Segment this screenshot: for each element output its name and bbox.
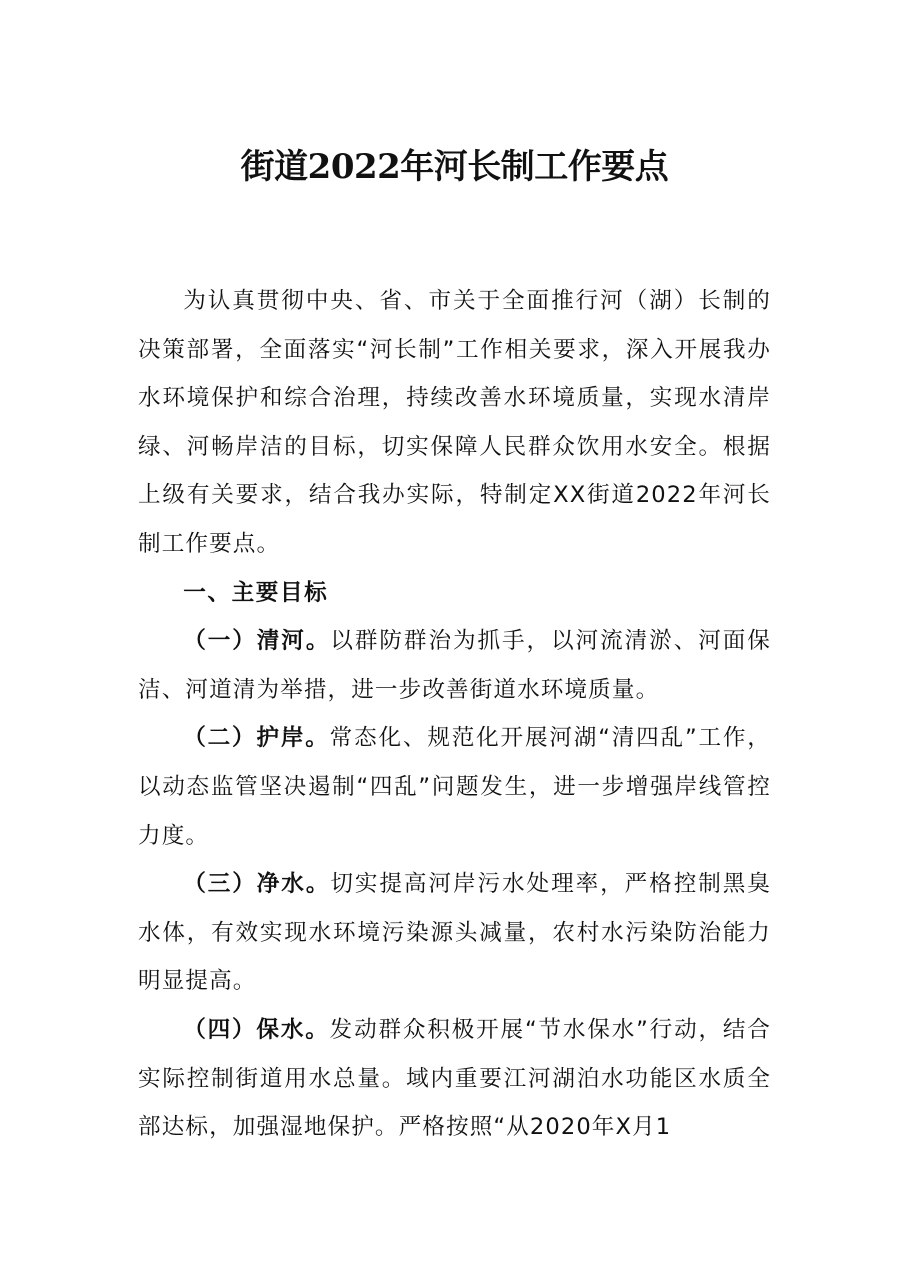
goal-text: 发动群众积极开展“节水保水”行动，结合实际控制街道用水总量。域内重要江河湖泊水功能区水质全部达标，加强湿地保护。严格按照“从2020年X月1 <box>138 1016 772 1141</box>
goal-item-purify-water <box>138 860 771 1006</box>
goal-text: 常态化、规范化开展河湖“清四乱”工作，以动态监管坚决遏制“四乱”问题发生，进一步增强岸线管控力度。 <box>138 725 772 849</box>
goal-text: 以群防群治为抓手，以河流清淤、河面保洁、河道清为举措，进一步改善街道水环境质量。 <box>138 628 771 703</box>
goal-item-clean-river <box>138 617 771 714</box>
goal-label: （二）护岸。 <box>183 725 330 752</box>
document-title: 街道2022年河长制工作要点 <box>240 147 669 187</box>
goal-label: （四）保水。 <box>183 1016 330 1043</box>
goal-item-conserve-water <box>138 1006 771 1152</box>
section-heading-main-goals: 一、主要目标 <box>183 579 329 606</box>
goal-label: （一）清河。 <box>183 628 331 655</box>
goal-item-protect-bank <box>138 714 771 860</box>
intro-paragraph: 为认真贯彻中央、省、市关于全面推行河（湖）长制的决策部署，全面落实“河长制”工作相关要求，深入开展我办水环境保护和综合治理，持续改善水环境质量，实现水清岸绿、河畅岸洁的目标，切实保障人民群众饮用水安全。根据上级有关要求，结合我办实际，特制定XX街道2022年河长制工作要点。 <box>138 288 771 557</box>
document-body <box>138 277 771 1152</box>
goal-text: 切实提高河岸污水处理率，严格控制黑臭水体，有效实现水环境污染源头减量，农村水污染防治能力明显提高。 <box>138 871 771 995</box>
goal-label: （三）净水。 <box>183 871 331 898</box>
